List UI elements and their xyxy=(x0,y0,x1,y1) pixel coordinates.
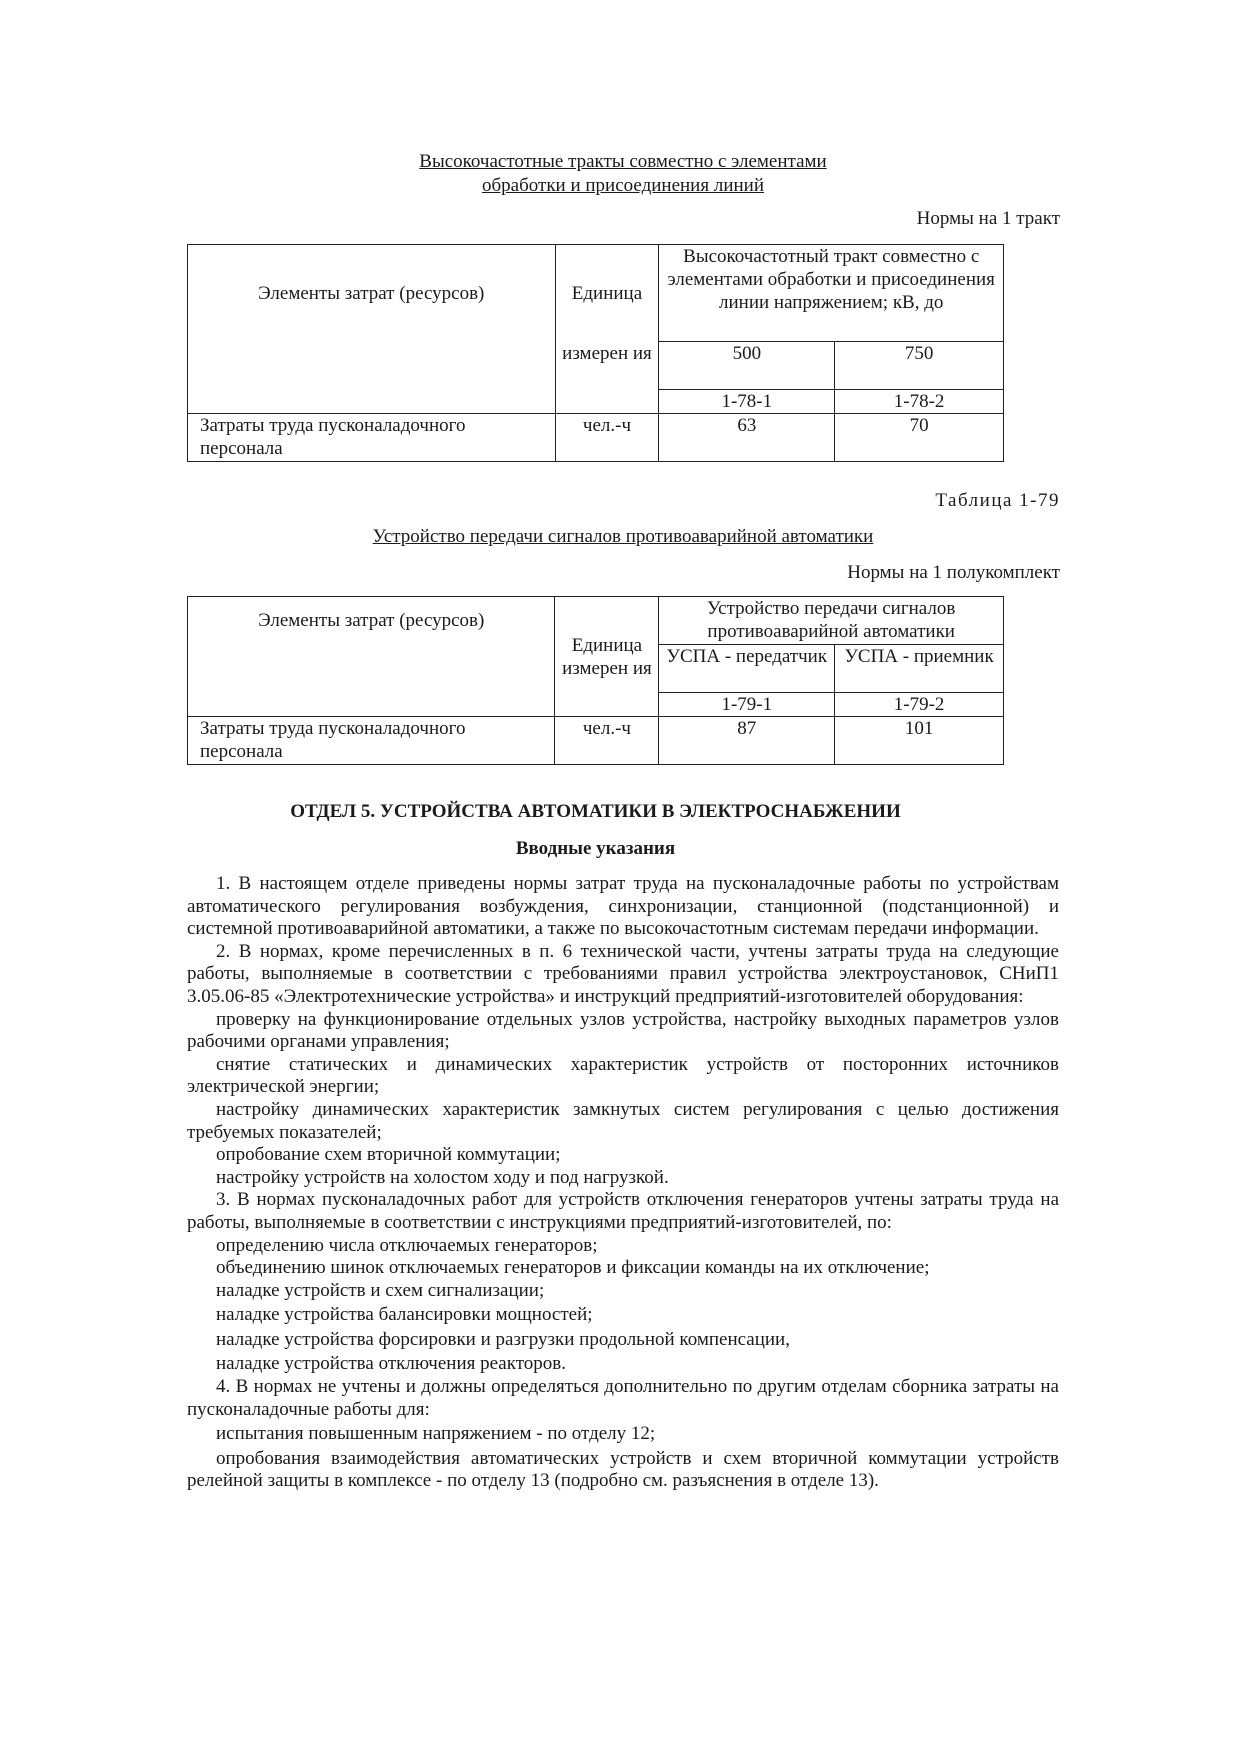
header-unit: Единица измерен ия xyxy=(555,597,659,717)
table-1-78-title-line1: Высокочастотные тракты совместно с элементами xyxy=(419,151,827,172)
row-label: Затраты труда пусконаладочного персонала xyxy=(188,414,556,462)
header-elements-cont xyxy=(188,645,555,693)
header-unit: Единица xyxy=(555,245,659,342)
section-heading: ОТДЕЛ 5. УСТРОЙСТВА АВТОМАТИКИ В ЭЛЕКТРОСНАБЖЕНИИ xyxy=(290,801,901,822)
intro-text xyxy=(187,873,1059,1493)
header-group: Устройство передачи сигналов противоаварийной автоматики xyxy=(659,597,1004,645)
paragraph: опробование схем вторичной коммутации; xyxy=(216,1144,561,1166)
row-label: Затраты труда пусконаладочного персонала xyxy=(188,717,555,765)
paragraph: 2. В нормах, кроме перечисленных в п. 6 технической части, учтены затраты труда на следующие работы, выполняемые в соответствии с требованиями правил устройства электроустановок, СНиП1 3.05.06-85 «Электротехнические устройства» и инструкций предприятий-изготовителей оборудования: xyxy=(187,940,1059,1007)
row-value-1: 63 xyxy=(659,414,835,462)
paragraph: испытания повышенным напряжением - по отделу 12; xyxy=(216,1423,656,1445)
row-unit: чел.-ч xyxy=(555,717,659,765)
code-1-78-1: 1-78-1 xyxy=(659,390,835,414)
header-elements-cont xyxy=(188,342,556,390)
paragraph: настройку устройств на холостом ходу и под нагрузкой. xyxy=(216,1166,669,1188)
section-subheading: Вводные указания xyxy=(515,838,676,859)
code-1-78-2: 1-78-2 xyxy=(835,390,1004,414)
row-value-1: 87 xyxy=(659,717,835,765)
table-1-78-title xyxy=(187,150,1059,198)
paragraph: наладке устройства форсировки и разгрузки продольной компенсации, xyxy=(216,1328,790,1350)
header-unit-end xyxy=(555,390,659,414)
header-sub-transmitter: УСПА - передатчик xyxy=(659,645,835,693)
paragraph: опробования взаимодействия автоматических устройств и схем вторичной коммутации устройств релейной защиты в комплексе - по отделу 13 (подробно см. разъяснения в отделе 13). xyxy=(187,1447,1059,1492)
row-value-2: 101 xyxy=(835,717,1004,765)
code-1-79-2: 1-79-2 xyxy=(835,693,1004,717)
row-value-2: 70 xyxy=(835,414,1004,462)
header-elements: Элементы затрат (ресурсов) xyxy=(188,597,555,645)
table-1-79 xyxy=(187,596,1004,765)
paragraph: настройку динамических характеристик замкнутых систем регулирования с целью достижения требуемых показателей; xyxy=(187,1098,1059,1143)
code-1-79-1: 1-79-1 xyxy=(659,693,835,717)
header-sub-500: 500 xyxy=(659,342,835,390)
header-unit-cont: измерен ия xyxy=(555,342,659,390)
paragraph: 4. В нормах не учтены и должны определяться дополнительно по другим отделам сборника затраты на пусконаладочные работы для: xyxy=(187,1376,1059,1420)
paragraph: проверку на функционирование отдельных узлов устройства, настройку выходных параметров узлов рабочими органами управления; xyxy=(187,1008,1059,1053)
paragraph: наладке устройства отключения реакторов. xyxy=(216,1353,566,1375)
header-elements-end xyxy=(188,693,555,717)
paragraph: 3. В нормах пусконаладочных работ для устройств отключения генераторов учтены затраты труда на работы, выполняемые в соответствии с инструкциями предприятий-изготовителей, по: xyxy=(187,1189,1059,1233)
header-sub-750: 750 xyxy=(835,342,1004,390)
table-1-78 xyxy=(187,244,1004,462)
paragraph: объединению шинок отключаемых генераторов и фиксации команды на их отключение; xyxy=(216,1257,930,1279)
table-1-79-norms: Нормы на 1 полукомплект xyxy=(847,562,1060,583)
paragraph: 1. В настоящем отделе приведены нормы затрат труда на пусконаладочные работы по устройствам автоматического регулирования возбуждения, синхронизации, станционной (подстанционной) и системной противоаварийной автоматики, а также по высокочастотным системам передачи информации. xyxy=(187,873,1059,940)
paragraph: определению числа отключаемых генераторов; xyxy=(216,1234,598,1256)
table-1-78-norms: Нормы на 1 тракт xyxy=(916,208,1060,229)
header-group: Высокочастотный тракт совместно с элементами обработки и присоединения линии напряжением; кВ, до xyxy=(659,245,1004,342)
header-elements: Элементы затрат (ресурсов) xyxy=(188,245,556,342)
table-1-79-title: Устройство передачи сигналов противоаварийной автоматики xyxy=(372,526,874,547)
header-sub-receiver: УСПА - приемник xyxy=(835,645,1004,693)
paragraph: наладке устройства балансировки мощностей; xyxy=(216,1304,593,1326)
paragraph: наладке устройств и схем сигнализации; xyxy=(216,1279,545,1301)
header-elements-end xyxy=(188,390,556,414)
paragraph: снятие статических и динамических характеристик устройств от посторонних источников электрической энергии; xyxy=(187,1053,1059,1098)
table-1-79-label: Таблица 1-79 xyxy=(935,490,1060,511)
table-1-78-title-line2: обработки и присоединения линий xyxy=(482,175,764,196)
row-unit: чел.-ч xyxy=(555,414,659,462)
